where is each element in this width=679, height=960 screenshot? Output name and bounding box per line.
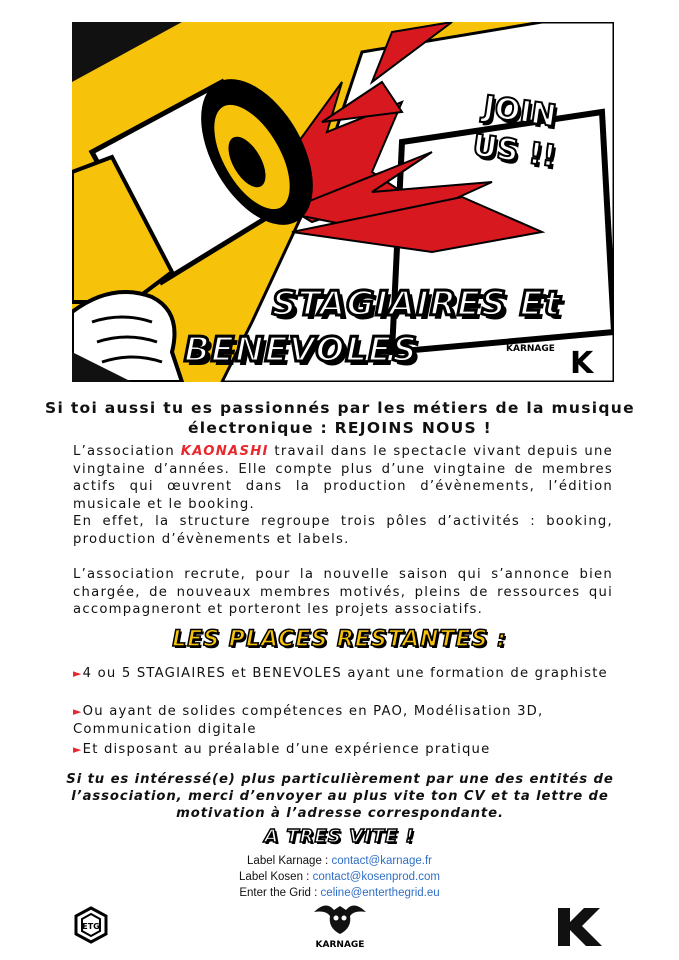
- banner-title-line2: BENEVOLES: [184, 330, 418, 370]
- contact-label: Label Karnage :: [247, 855, 332, 867]
- bullet-item: [73, 741, 623, 759]
- k-mini-logo: K: [570, 346, 594, 381]
- bullet-text: Ou ayant de solides compétences en PAO, Modélisation 3D, Communication digitale: [73, 704, 544, 737]
- a-tres-vite: A TRES VITE !: [264, 826, 415, 847]
- triangle-bullet-icon: ►: [73, 743, 83, 756]
- bullet-item: [73, 665, 623, 683]
- places-title: LES PLACES RESTANTES :: [172, 627, 507, 652]
- contact-email-link[interactable]: celine@enterthegrid.eu: [320, 887, 440, 899]
- contact-email-link[interactable]: contact@karnage.fr: [331, 855, 432, 867]
- join-text: JOIN: [481, 89, 559, 135]
- contact-email-link[interactable]: contact@kosenprod.com: [312, 871, 440, 883]
- bullet-text: 4 ou 5 STAGIAIRES et BENEVOLES ayant une formation de graphiste: [82, 666, 608, 681]
- kaonashi-brand: KAONASHI: [180, 444, 269, 459]
- intro-line2: En effet, la structure regroupe trois pôles d’activités : booking, production d’évènements et labels.: [73, 514, 613, 547]
- karnage-mini-logo: KARNAGE: [506, 344, 555, 354]
- bullet-item: [73, 703, 623, 738]
- contact-label: Label Kosen :: [239, 871, 313, 883]
- etg-hexagon-logo: [74, 906, 108, 944]
- megaphone-illustration: [72, 22, 614, 382]
- contact-label: Enter the Grid :: [239, 887, 321, 899]
- us-text: US !!: [470, 128, 559, 175]
- paragraph-intro: [73, 443, 613, 548]
- etg-logo-text: ETG: [82, 922, 100, 931]
- contact-karnage: [0, 853, 679, 869]
- bullet-text: Et disposant au préalable d’une expérience pratique: [82, 742, 491, 757]
- karnage-logo-text: KARNAGE: [315, 940, 365, 950]
- triangle-bullet-icon: ►: [73, 667, 83, 680]
- intro-pre: L’association: [73, 444, 181, 459]
- contact-kosen: [0, 869, 679, 885]
- triangle-bullet-icon: ►: [73, 705, 83, 718]
- headline: Si toi aussi tu es passionnés par les métiers de la musique électronique : REJOINS NOUS !: [45, 399, 635, 437]
- hero-banner: [72, 22, 614, 382]
- banner-title-line1: STAGIAIRES Et: [272, 284, 562, 324]
- intro-post: travail dans le spectacle vivant depuis une vingtaine d’années. Elle compte plus d’une vingtaine de membres actifs qui œuvrent dans la production d’évènements, l’édition musicale et le booking.: [73, 444, 613, 512]
- karnage-skull-logo: [310, 898, 370, 950]
- outro-text: Si tu es intéressé(e) plus particulièrement par une des entités de l’association, merci d’envoyer au plus vite ton CV et ta lettre de motivation à l’adresse correspondante.: [66, 772, 614, 821]
- k-logo: [556, 906, 608, 948]
- join-us-badge: [457, 85, 577, 180]
- paragraph-recruit: L’association recrute, pour la nouvelle saison qui s’annonce bien chargée, de nouveaux membres motivés, pleins de ressources qui accompagneront et porteront les projets associatifs.: [73, 567, 613, 617]
